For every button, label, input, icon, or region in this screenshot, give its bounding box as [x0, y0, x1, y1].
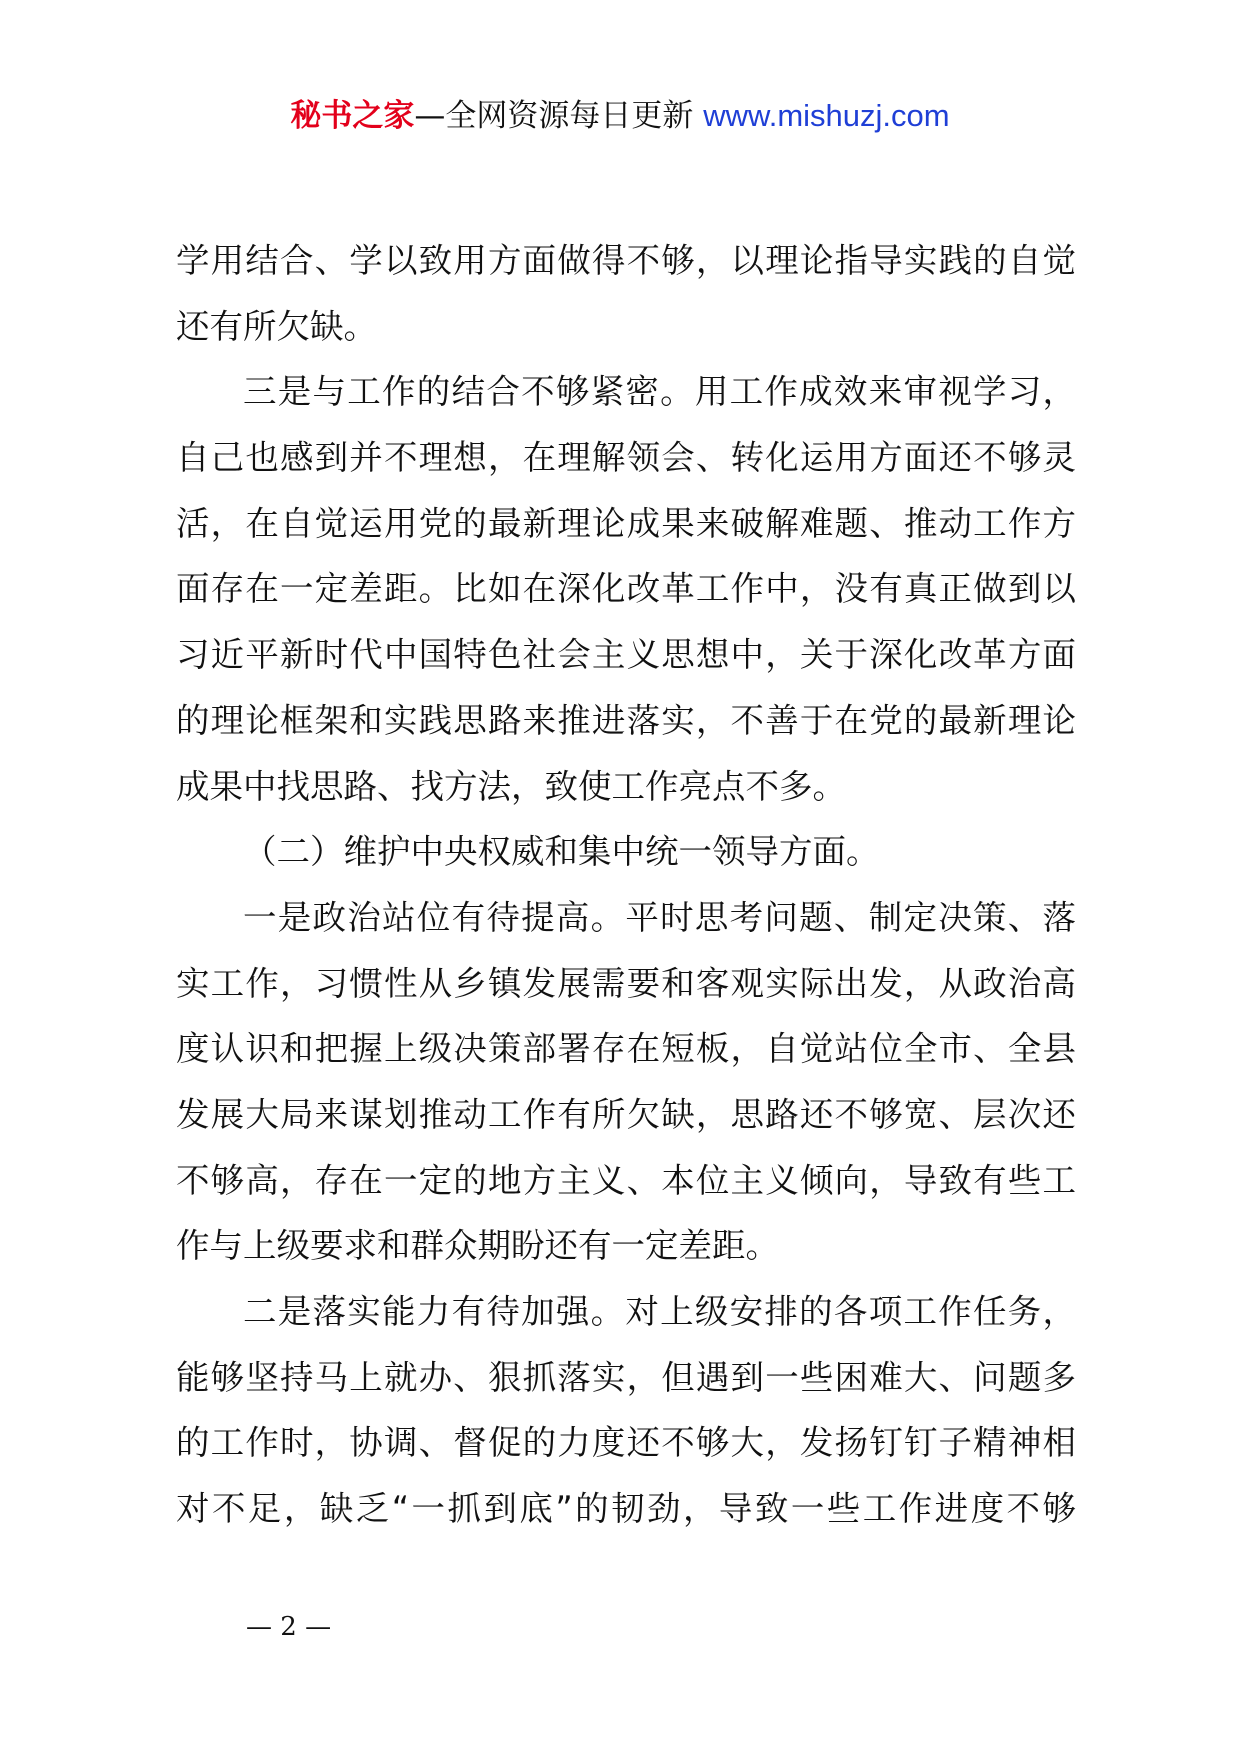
body-text-line: 活，在自觉运用党的最新理论成果来破解难题、推动工作方 — [176, 503, 1076, 543]
body-text-line: 自己也感到并不理想，在理解领会、转化运用方面还不够灵 — [176, 438, 1076, 478]
body-text-line: 发展大局来谋划推动工作有所欠缺，思路还不够宽、层次还 — [176, 1094, 1076, 1134]
brand-slogan: —全网资源每日更新 — [414, 98, 694, 134]
body-text-line: 成果中找思路、找方法，致使工作亮点不多。 — [176, 766, 846, 806]
body-text-line: 对不足，缺乏“一抓到底”的韧劲，导致一些工作进度不够 — [176, 1489, 1076, 1529]
body-text-line: 三是与工作的结合不够紧密。用工作成效来审视学习， — [243, 372, 1076, 412]
body-text-line: 一是政治站位有待提高。平时思考问题、制定决策、落 — [243, 897, 1076, 937]
body-text-line: 还有所欠缺。 — [176, 306, 377, 346]
body-text-line: 度认识和把握上级决策部署存在短板，自觉站位全市、全县 — [176, 1029, 1076, 1069]
site-watermark-header — [0, 96, 1240, 136]
body-text-line: 作与上级要求和群众期盼还有一定差距。 — [176, 1226, 779, 1266]
site-url: www.mishuzj.com — [703, 98, 950, 133]
page-number: — 2 — — [246, 1612, 332, 1642]
body-text-line: 的工作时，协调、督促的力度还不够大，发扬钉钉子精神相 — [176, 1423, 1076, 1463]
document-body — [176, 228, 1076, 1542]
body-text-line: （二）维护中央权威和集中统一领导方面。 — [243, 832, 880, 872]
body-text-line: 的理论框架和实践思路来推进落实，不善于在党的最新理论 — [176, 700, 1076, 740]
body-text-line: 实工作，习惯性从乡镇发展需要和客观实际出发，从政治高 — [176, 963, 1076, 1003]
body-text-line: 学用结合、学以致用方面做得不够，以理论指导实践的自觉 — [176, 241, 1076, 280]
body-text-line: 不够高，存在一定的地方主义、本位主义倾向，导致有些工 — [176, 1160, 1076, 1200]
body-text-line: 习近平新时代中国特色社会主义思想中，关于深化改革方面 — [176, 635, 1076, 675]
body-text-line: 面存在一定差距。比如在深化改革工作中，没有真正做到以 — [176, 569, 1076, 609]
body-text-line: 能够坚持马上就办、狠抓落实，但遇到一些困难大、问题多 — [176, 1357, 1076, 1397]
brand-name: 秘书之家 — [290, 98, 415, 134]
body-text-line: 二是落实能力有待加强。对上级安排的各项工作任务， — [243, 1292, 1076, 1331]
